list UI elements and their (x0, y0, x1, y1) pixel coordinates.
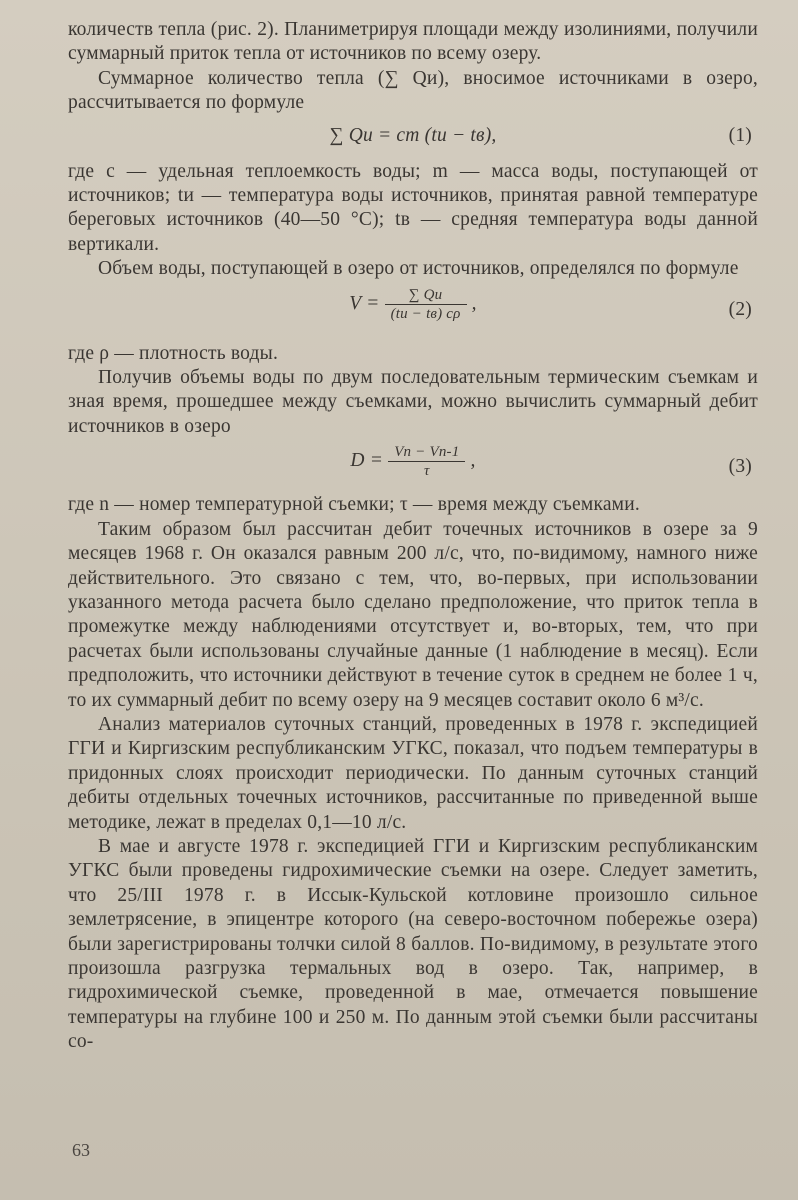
page-number: 63 (72, 1140, 90, 1160)
paragraph-10: В мае и августе 1978 г. экспедицией ГГИ и Киргизским республиканским УГКС были проведены гидрохимические съемки на озере. Следует заметить, что 25/III 1978 г. в Иссык-Кульской котловине произошло сильное землетрясение, в эпицентре которого (на северо-восточном побережье озера) были зарегистрированы толчки силой 8 баллов. По-видимому, в результате этого произошла разгрузка термальных вод в озеро. Так, например, в гидрохимической съемке, проведенной в мае, отмечается повышение температуры на глубине 100 и 250 м. По данным этой съемки были рассчитаны со- (68, 835, 758, 1053)
paragraph-4: Объем воды, поступающей в озеро от источников, определялся по формуле (98, 258, 739, 280)
page-text (68, 18, 758, 1055)
formula-3-tail: , (470, 450, 476, 472)
formula-2-denominator: (tи − tв) cρ (390, 305, 461, 322)
formula-3-denominator: τ (424, 463, 430, 480)
paragraph-6: Получив объемы воды по двум последовательным термическим съемкам и зная время, прошедшее между съемками, можно вычислить суммарный дебит источников в озеро (68, 367, 758, 437)
formula-3-lhs: D = (350, 450, 384, 472)
formula-1 (68, 118, 758, 158)
formula-2-numerator: ∑ Qи (385, 286, 467, 305)
paragraph-5: где ρ — плотность воды. (68, 342, 279, 364)
paragraph-2: Суммарное количество тепла (∑ Qи), вносимое источниками в озеро, рассчитывается по формуле (68, 67, 758, 114)
paragraph-9: Анализ материалов суточных станций, проведенных в 1978 г. экспедицией ГГИ и Киргизским республиканским УГКС, показал, что подъем температуры в придонных слоях происходит периодически. По данным суточных станций дебиты отдельных точечных источников, рассчитанные по приведенной выше методике, лежат в пределах 0,1—10 л/с. (68, 713, 758, 833)
formula-1-number: (1) (728, 124, 752, 146)
formula-3 (68, 441, 758, 491)
formula-2-fraction (385, 286, 467, 323)
formula-3-fraction (388, 443, 465, 480)
formula-2 (68, 284, 758, 340)
formula-3-number: (3) (728, 456, 752, 478)
formula-1-expression: ∑ Qи = cm (tи − tв), (329, 124, 497, 146)
paragraph-7: где n — номер температурной съемки; τ — время между съемками. (68, 494, 640, 516)
paragraph-8: Таким образом был рассчитан дебит точечных источников в озере за 9 месяцев 1968 г. Он оказался равным 200 л/с, что, по-видимому, намного ниже действительного. Это связано с тем, что, во-первых, при использовании указанного метода расчета было сделано предположение, что приток тепла в промежутке между наблюдениями отсутствует и, во-вторых, тем, что при расчетах были использованы случайные данные (1 наблюдение в месяц). Если предположить, что источники действуют в течение суток в среднем не более 1 ч, то их суммарный дебит по всему озеру на 9 месяцев составит около 6 м³/с. (68, 518, 758, 711)
paragraph-3: где c — удельная теплоемкость воды; m — масса воды, поступающей от источников; tи — температура воды источников, принятая равной температуре береговых источников (40—50 °C); tв — средняя температура воды данной вертикали. (68, 160, 758, 255)
formula-3-numerator: Vn − Vn-1 (388, 443, 465, 462)
formula-2-tail: , (471, 292, 477, 314)
formula-2-number: (2) (728, 298, 752, 320)
formula-2-lhs: V = (349, 292, 380, 314)
paragraph-1: количеств тепла (рис. 2). Планиметрируя площади между изолиниями, получили суммарный приток тепла от источников по всему озеру. (68, 19, 758, 65)
